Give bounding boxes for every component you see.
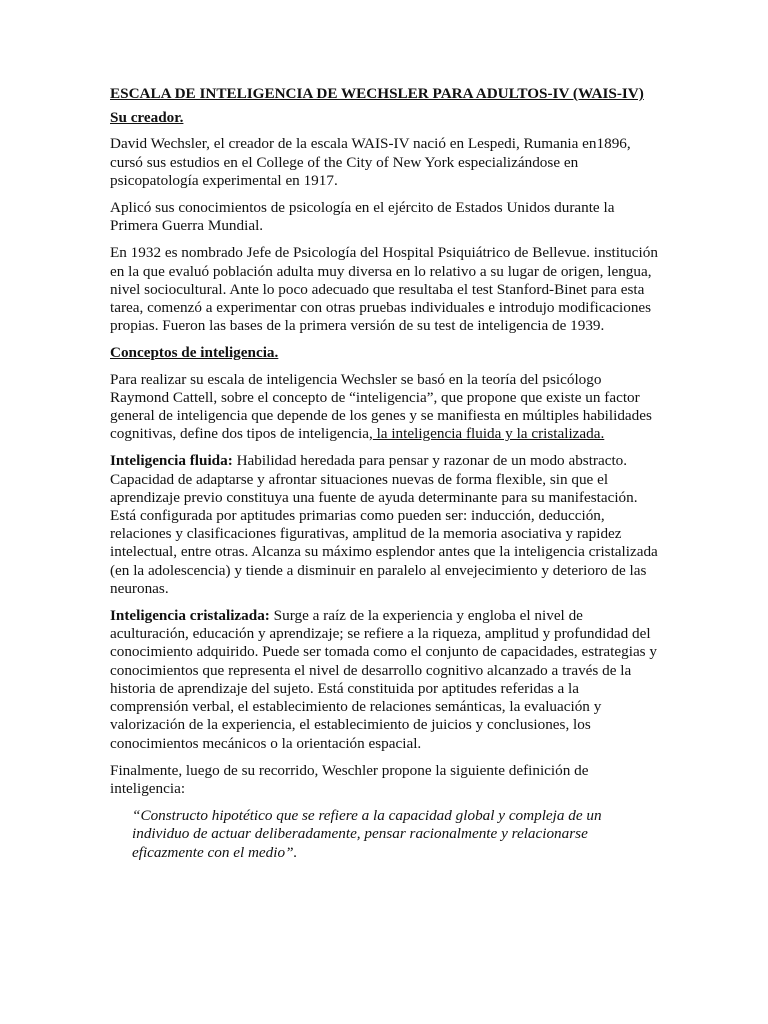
document-title: ESCALA DE INTELIGENCIA DE WECHSLER PARA ADULTOS-IV (WAIS-IV) [110, 85, 644, 102]
paragraph-bellevue: En 1932 es nombrado Jefe de Psicología del Hospital Psiquiátrico de Bellevue. institución en la que evaluó población adulta muy diversa en lo relativo a su lugar de origen, lengua, nivel sociocultural. Ante lo poco adecuado que resultaba el test Stanford-Binet para esta tarea, comenzó a experimentar con otras pruebas individuales e introdujo modificaciones propias. Fueron las bases de la primera versión de su test de inteligencia de 1939. [110, 244, 658, 335]
crystallized-term: Inteligencia cristalizada: [110, 607, 270, 625]
section-heading-concepts: Conceptos de inteligencia. [110, 344, 279, 362]
fluid-definition: Habilidad heredada para pensar y razonar de un modo abstracto. Capacidad de adaptarse y afrontar situaciones nuevas de forma flexible, sin que el aprendizaje previo constituya una fuente de ayuda determinante para su manifestación. Está configurada por aptitudes primarias como pueden ser: inducción, deducción, relaciones y clasificaciones figurativas, amplitud de la memoria asociativa y rapidez intelectual, entre otras. Alcanza su máximo esplendor antes que la inteligencia cristalizada (en la adolescencia) y tiende a disminuir en paralelo al envejecimiento y deterioro de las neuronas. [110, 452, 658, 597]
intelligence-types-underlined: la inteligencia fluida y la cristalizada. [372, 425, 605, 443]
crystallized-definition: Surge a raíz de la experiencia y engloba el nivel de aculturación, educación y aprendizaje; se refiere a la riqueza, amplitud y profundidad del conocimiento adquirido. Puede ser tomada como el conjunto de capacidades, estrategias y conocimientos que representa el nivel de desarrollo cognitivo alcanzado a través de la historia de aprendizaje del sujeto. Está constituida por aptitudes referidas a la comprensión verbal, el establecimiento de relaciones semánticas, la evaluación y valorización de la experiencia, el establecimiento de juicios y conclusiones, los conocimientos mecánicos o la orientación espacial. [110, 607, 657, 752]
paragraph-cattell [110, 371, 660, 444]
definition-quote: “Constructo hipotético que se refiere a la capacidad global y compleja de un individuo de actuar deliberadamente, pensar racionalmente y relacionarse eficazmente con el medio”. [132, 807, 602, 861]
section-heading-creator: Su creador. [110, 109, 184, 127]
fluid-term: Inteligencia fluida: [110, 452, 233, 470]
paragraph-birth: David Wechsler, el creador de la escala WAIS-IV nació en Lespedi, Rumania en1896, cursó sus estudios en el College of the City of New York especializándose en psicopatología experimental en 1917. [110, 135, 631, 189]
paragraph-final: Finalmente, luego de su recorrido, Weschler propone la siguiente definición de inteligencia: [110, 761, 589, 797]
paragraph-army: Aplicó sus conocimientos de psicología en el ejército de Estados Unidos durante la Primera Guerra Mundial. [110, 199, 615, 235]
paragraph-crystallized-intelligence [110, 607, 660, 753]
cattell-text: Para realizar su escala de inteligencia Wechsler se basó en la teoría del psicólogo Raymond Cattell, sobre el concepto de “inteligencia”, que propone que existe un factor general de inteligencia que depende de los genes y se manifiesta en múltiples habilidades cognitivas, define dos tipos de inteligencia, [110, 370, 652, 443]
document-page [110, 85, 660, 862]
paragraph-fluid-intelligence [110, 452, 660, 598]
